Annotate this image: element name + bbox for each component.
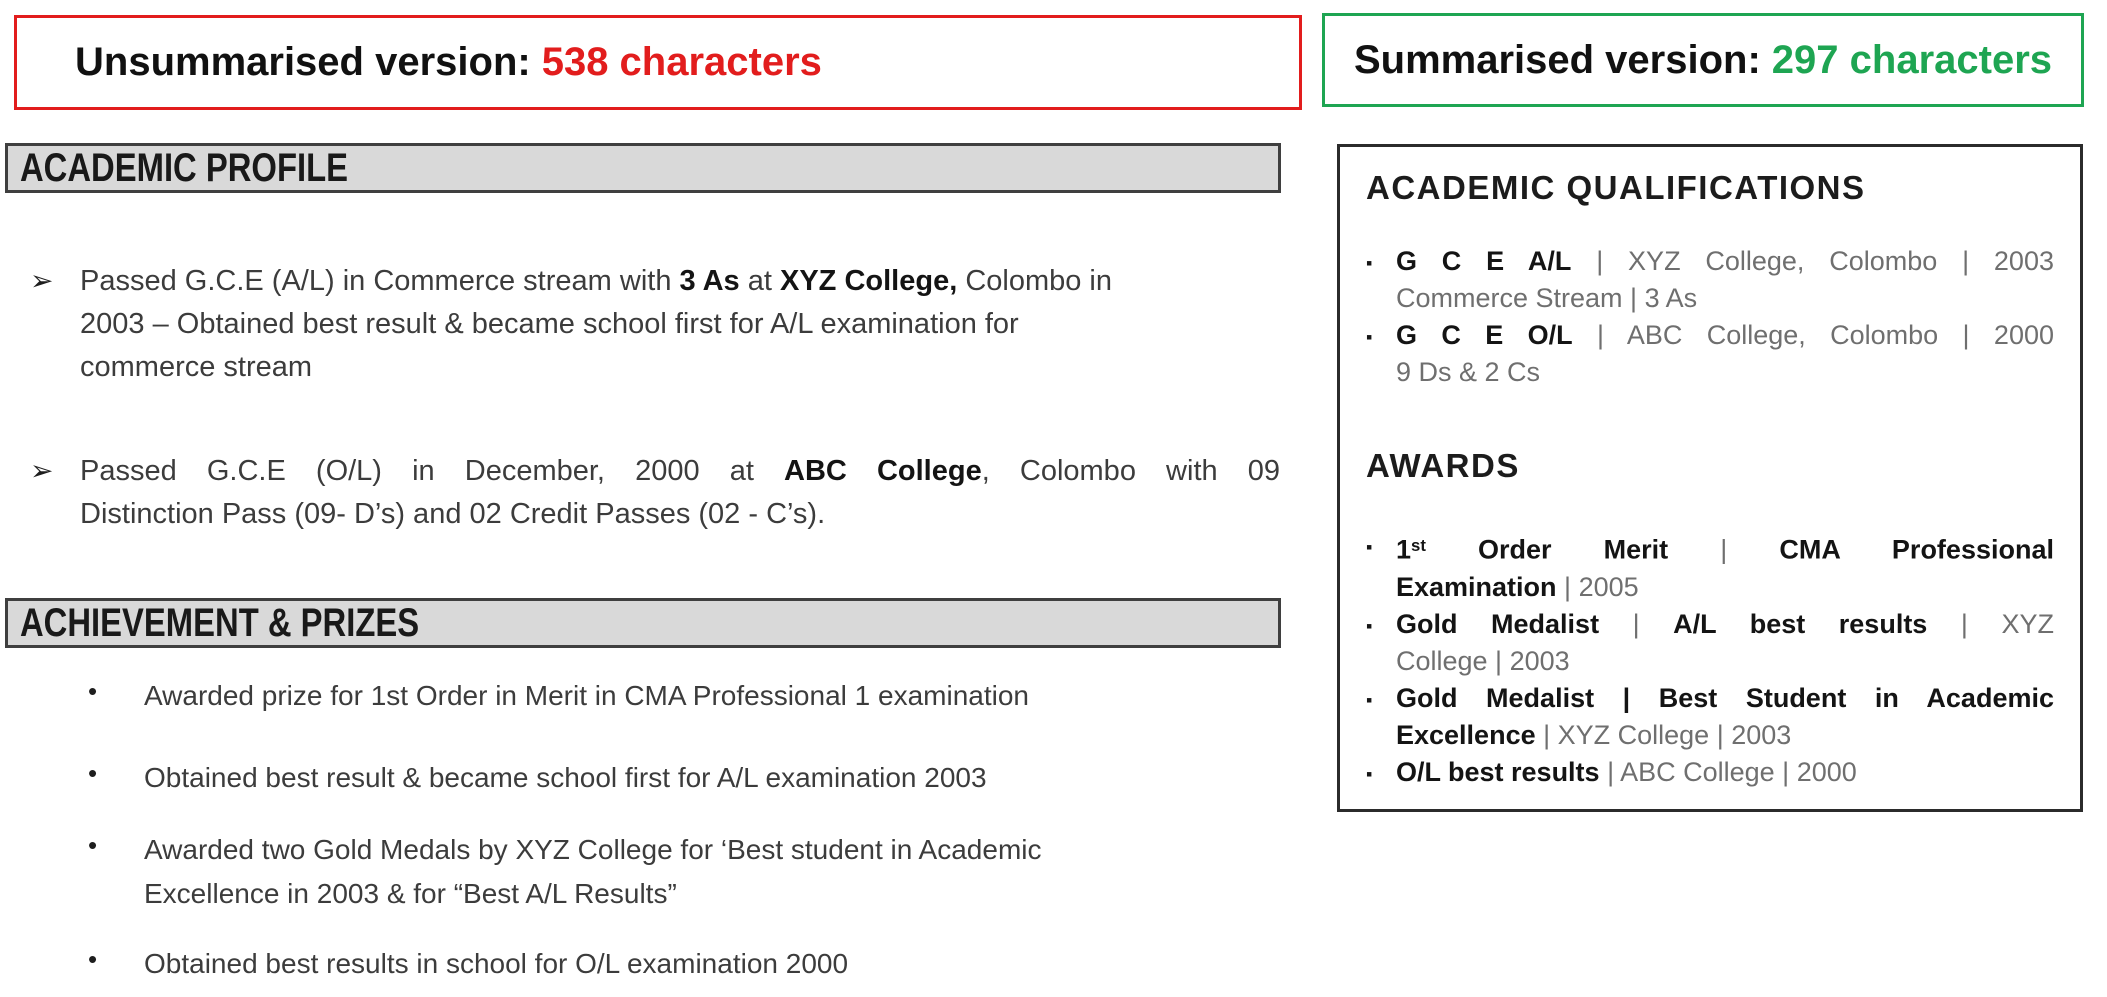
achievement-text: Awarded prize for 1st Order in Merit in CMA Professional 1 examination	[144, 680, 1029, 711]
list-item	[88, 756, 1268, 800]
achievement-text: Awarded two Gold Medals by XYZ College for ‘Best student in Academic Excellence in 2003 & for “Best A/L Results”	[144, 834, 1042, 909]
list-item	[1366, 317, 2054, 391]
paragraph-text: Passed G.C.E (A/L) in Commerce stream with 3 As at XYZ College, Colombo in 2003 – Obtained best result & became school first for A/L examination for commerce stream	[80, 265, 1113, 383]
summarised-count: 297 characters	[1771, 37, 2053, 82]
square-bullet-icon: ▪	[1366, 615, 1373, 636]
square-bullet-icon: ▪	[1366, 689, 1373, 710]
list-item	[1366, 527, 2054, 606]
section-title: ACHIEVEMENT & PRIZES	[20, 600, 420, 645]
square-bullet-icon: ▪	[1366, 253, 1373, 273]
dot-bullet-icon: •	[88, 830, 98, 860]
list-item	[1366, 754, 2054, 793]
achievement-text: Obtained best results in school for O/L examination 2000	[144, 948, 849, 979]
unsummarised-count: 538 characters	[541, 40, 822, 84]
section-header-academic-profile	[5, 143, 1281, 193]
list-item	[88, 828, 1268, 916]
square-bullet-icon: ▪	[1366, 537, 1373, 557]
academic-profile-paragraph	[30, 260, 1280, 389]
award-text: Gold Medalist | Best Student in Academic Excellence | XYZ College | 2003	[1396, 682, 2054, 750]
unsummarised-label: Unsummarised version:	[75, 40, 531, 84]
achievement-text: Obtained best result & became school first for A/L examination 2003	[144, 762, 987, 793]
list-item	[1366, 680, 2054, 754]
awards-list	[1366, 527, 2054, 793]
panel-title-academic-qualifications: ACADEMIC QUALIFICATIONS	[1366, 169, 1866, 206]
panel-title-awards: AWARDS	[1366, 447, 1520, 484]
section-title: ACADEMIC PROFILE	[20, 145, 348, 190]
square-bullet-icon: ▪	[1366, 763, 1373, 784]
dot-bullet-icon: •	[88, 676, 98, 706]
summarised-label: Summarised version:	[1353, 37, 1761, 82]
qualifications-list	[1366, 243, 2054, 391]
summarised-banner	[1322, 13, 2084, 107]
award-text: O/L best results | ABC College | 2000	[1396, 756, 1857, 787]
list-item	[88, 674, 1268, 718]
arrow-bullet-icon: ➢	[30, 265, 54, 296]
award-text: 1st Order Merit | CMA Professional Examination | 2005	[1396, 534, 2054, 602]
achievements-list	[88, 674, 1268, 986]
paragraph-text: Passed G.C.E (O/L) in December, 2000 at ABC College, Colombo with 09 Distinction Pass (09- D’s) and 02 Credit Passes (02 - C’s).	[80, 455, 1280, 530]
summarised-resume-panel	[1337, 144, 2083, 812]
academic-profile-paragraph	[30, 450, 1280, 536]
section-header-achievement-prizes	[5, 598, 1281, 648]
list-item	[1366, 243, 2054, 317]
qualification-text: G C E O/L | ABC College, Colombo | 2000 9 Ds & 2 Cs	[1396, 320, 2054, 387]
square-bullet-icon: ▪	[1366, 327, 1373, 347]
dot-bullet-icon: •	[88, 944, 98, 974]
unsummarised-banner	[14, 15, 1302, 110]
dot-bullet-icon: •	[88, 758, 98, 788]
list-item	[88, 942, 1268, 986]
qualification-text: G C E A/L | XYZ College, Colombo | 2003 Commerce Stream | 3 As	[1396, 246, 2054, 313]
award-text: Gold Medalist | A/L best results | XYZ College | 2003	[1396, 608, 2054, 676]
list-item	[1366, 606, 2054, 680]
arrow-bullet-icon: ➢	[30, 455, 54, 486]
